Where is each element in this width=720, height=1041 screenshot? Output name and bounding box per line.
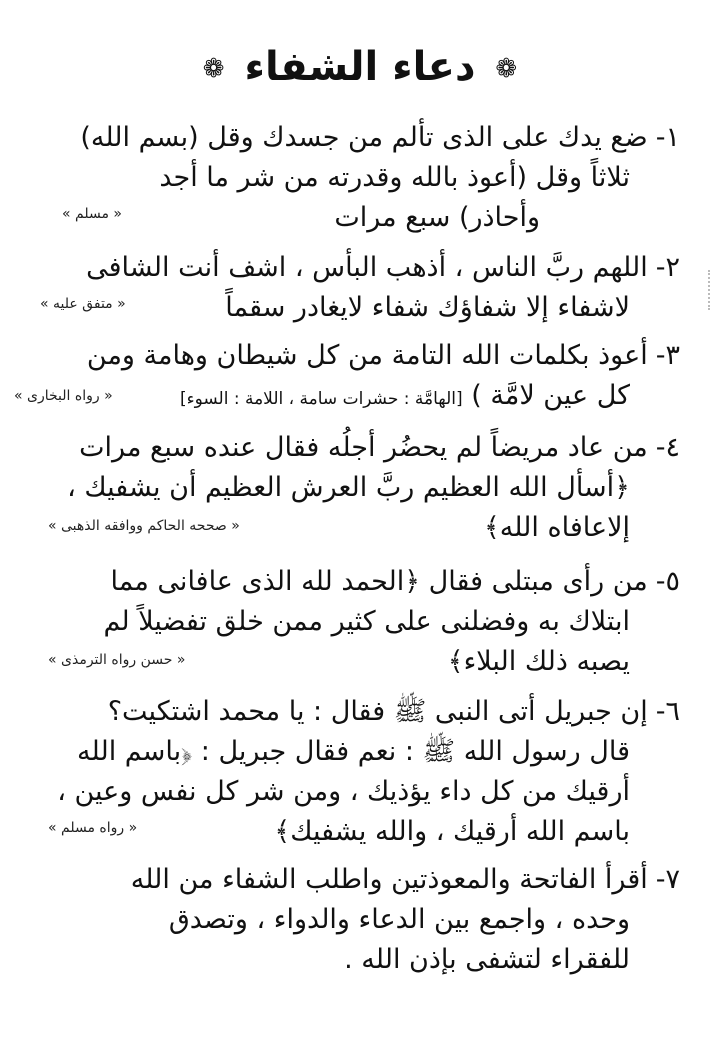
item-4-line-2: ﴿أسأل الله العظيم ربَّ العرش العظيم أن يشفيك ،	[67, 472, 630, 503]
item-number: ٦-	[655, 696, 680, 727]
page-title	[0, 44, 720, 90]
item-number: ٢-	[655, 252, 680, 283]
item-2-line-2: لاشفاء إلا شفاؤك شفاء لايغادر سقماً	[225, 292, 630, 323]
item-3-line-2: كل عين لامَّة ) [الهامَّة : حشرات سامة ، اللامة : السوء]	[179, 380, 630, 411]
item-6-line-4: باسم الله أرقيك ، والله يشفيك﴾	[274, 816, 630, 847]
item-6-line-3: أرقيك من كل داء يؤذيك ، ومن شر كل نفس وعين ،	[57, 776, 630, 807]
item-3-line-1: ٣-أعوذ بكلمات الله التامة من كل شيطان وهامة ومن	[86, 340, 680, 371]
citation: « مسلم »	[62, 206, 122, 222]
citation: « حسن رواه الترمذى »	[48, 652, 186, 668]
citation: « متفق عليه »	[40, 296, 126, 312]
item-6-line-2: قال رسول الله ﷺ : نعم فقال جبريل : ﴿باسم الله	[77, 736, 630, 767]
item-7-line-1: ٧-أقرأ الفاتحة والمعوذتين واطلب الشفاء من الله	[130, 864, 680, 895]
item-4-line-3: إلاعافاه الله﴾	[483, 512, 630, 543]
item-5-line-1: ٥-من رأى مبتلى فقال ﴿الحمد لله الذى عافانى مما	[110, 566, 680, 597]
ornament-icon: ❁	[202, 54, 225, 84]
definition-note: [الهامَّة : حشرات سامة ، اللامة : السوء]	[179, 389, 463, 409]
item-1-line-1: ١-ضع يدك على الذى تألم من جسدك وقل (بسم الله)	[80, 122, 680, 153]
item-number: ٧-	[655, 864, 680, 895]
item-number: ٤-	[655, 432, 680, 463]
item-4-line-1: ٤-من عاد مريضاً لم يحضُر أجلُه فقال عنده سبع مرات	[79, 432, 680, 463]
item-7-line-2: وحده ، واجمع بين الدعاء والدواء ، وتصدق	[168, 904, 630, 935]
item-1-line-3: وأحاذر) سبع مرات	[334, 202, 540, 233]
item-number: ٥-	[655, 566, 680, 597]
item-6-line-1: ٦-إن جبريل أتى النبى ﷺ فقال : يا محمد اشتكيت؟	[107, 696, 680, 727]
item-5-line-3: يصبه ذلك البلاء﴾	[447, 646, 630, 677]
item-7-line-3: للفقراء لتشفى بإذن الله .	[344, 944, 630, 975]
page-edge-mark	[708, 270, 718, 310]
citation: « رواه البخارى »	[14, 388, 113, 404]
item-number: ١-	[655, 122, 680, 153]
item-1-line-2: ثلاثاً وقل (أعوذ بالله وقدرته من شر ما أجد	[159, 162, 630, 193]
item-number: ٣-	[655, 340, 680, 371]
ornament-icon: ❁	[495, 54, 518, 84]
citation: « رواه مسلم »	[48, 820, 138, 836]
item-2-line-1: ٢-اللهم ربَّ الناس ، أذهب البأس ، اشف أنت الشافى	[86, 252, 680, 283]
citation: « صححه الحاكم ووافقه الذهبى »	[48, 518, 240, 534]
title-text: دعاء الشفاء	[244, 44, 476, 90]
item-5-line-2: ابتلاك به وفضلنى على كثير ممن خلق تفضيلاً لم	[103, 606, 630, 637]
